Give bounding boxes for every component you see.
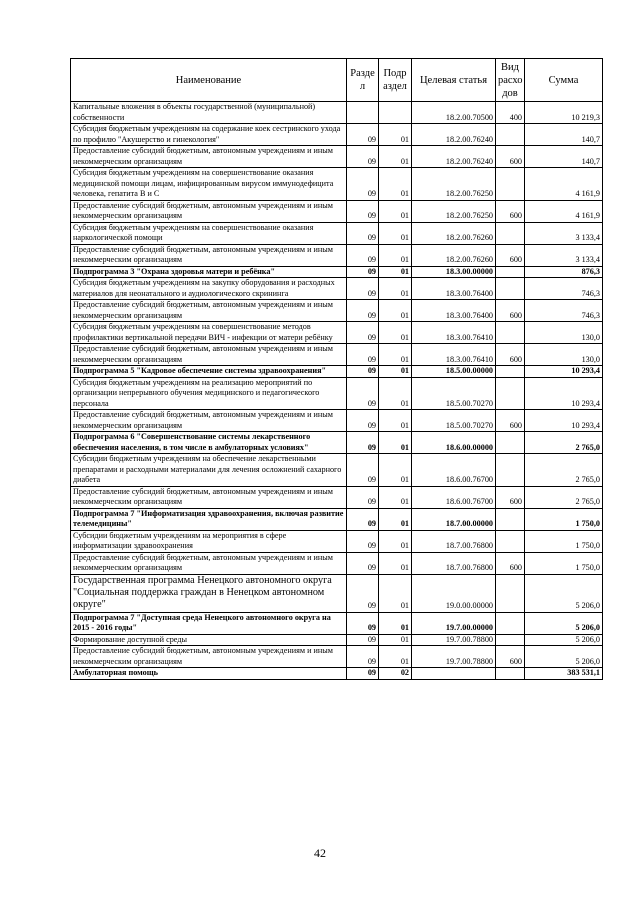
cell-target: 18.2.00.76260 <box>412 222 496 244</box>
cell-subsection: 01 <box>379 278 412 300</box>
header-amount: Сумма <box>525 59 603 102</box>
cell-name: Подпрограмма 7 "Доступная среда Ненецкого автономного округа на 2015 - 2016 годы" <box>71 612 347 634</box>
cell-expense-type: 600 <box>496 200 525 222</box>
cell-name: Государственная программа Ненецкого автономного округа "Социальная поддержка граждан в Ненецком автономном округе" <box>71 574 347 612</box>
cell-amount: 5 206,0 <box>525 634 603 646</box>
cell-name: Подпрограмма 7 "Информатизация здравоохранения, включая развитие телемедицины" <box>71 508 347 530</box>
cell-name: Предоставление субсидий бюджетным, автономным учреждениям и иным некоммерческим организациям <box>71 146 347 168</box>
cell-name: Субсидия бюджетным учреждениям на совершенствование оказания наркологической помощи <box>71 222 347 244</box>
cell-section: 09 <box>347 530 379 552</box>
cell-section <box>347 102 379 124</box>
table-row <box>71 366 603 378</box>
cell-expense-type: 400 <box>496 102 525 124</box>
cell-target: 18.2.00.76240 <box>412 124 496 146</box>
table-row <box>71 552 603 574</box>
cell-name: Субсидия бюджетным учреждениям на реализацию мероприятий по организации непрерывного обучения медицинского и педагогического персонала <box>71 377 347 410</box>
cell-target: 18.2.00.76240 <box>412 146 496 168</box>
cell-amount: 1 750,0 <box>525 530 603 552</box>
table-row <box>71 410 603 432</box>
table-row <box>71 344 603 366</box>
cell-name: Субсидии бюджетным учреждениям на обеспечение лекарственными препаратами и расходными материалами для лечения осложнений сахарного диабета <box>71 454 347 487</box>
cell-target: 19.0.00.00000 <box>412 574 496 612</box>
cell-amount: 3 133,4 <box>525 244 603 266</box>
cell-expense-type <box>496 266 525 278</box>
table-row <box>71 432 603 454</box>
cell-subsection: 01 <box>379 486 412 508</box>
cell-section: 09 <box>347 124 379 146</box>
cell-amount: 4 161,9 <box>525 200 603 222</box>
cell-subsection: 01 <box>379 124 412 146</box>
cell-section: 09 <box>347 168 379 201</box>
cell-subsection: 01 <box>379 146 412 168</box>
table-row <box>71 278 603 300</box>
cell-name: Предоставление субсидий бюджетным, автономным учреждениям и иным некоммерческим организациям <box>71 486 347 508</box>
cell-amount: 3 133,4 <box>525 222 603 244</box>
header-section: Разде л <box>347 59 379 102</box>
cell-name: Субсидия бюджетным учреждениям на содержание коек сестринского ухода по профилю "Акушерство и гинекология" <box>71 124 347 146</box>
cell-target: 19.7.00.78800 <box>412 646 496 668</box>
cell-amount: 130,0 <box>525 322 603 344</box>
cell-subsection: 01 <box>379 410 412 432</box>
cell-subsection: 01 <box>379 377 412 410</box>
table-row <box>71 168 603 201</box>
cell-expense-type <box>496 574 525 612</box>
cell-name: Субсидия бюджетным учреждениям на совершенствование оказания медицинской помощи лицам, инфицированным вирусом иммунодефицита человека, гепатита В и С <box>71 168 347 201</box>
cell-subsection: 01 <box>379 508 412 530</box>
cell-section: 09 <box>347 508 379 530</box>
cell-target: 18.3.00.76400 <box>412 300 496 322</box>
cell-target: 18.7.00.00000 <box>412 508 496 530</box>
cell-amount: 10 293,4 <box>525 377 603 410</box>
cell-name: Предоставление субсидий бюджетным, автономным учреждениям и иным некоммерческим организациям <box>71 646 347 668</box>
cell-subsection: 01 <box>379 168 412 201</box>
cell-subsection <box>379 102 412 124</box>
table-row <box>71 454 603 487</box>
cell-target: 18.2.00.70500 <box>412 102 496 124</box>
cell-target: 18.7.00.76800 <box>412 530 496 552</box>
header-subsection: Подр аздел <box>379 59 412 102</box>
cell-amount: 746,3 <box>525 300 603 322</box>
cell-section: 09 <box>347 278 379 300</box>
cell-amount: 5 206,0 <box>525 612 603 634</box>
cell-name: Предоставление субсидий бюджетным, автономным учреждениям и иным некоммерческим организациям <box>71 244 347 266</box>
page-number: 42 <box>314 846 326 860</box>
table-row <box>71 634 603 646</box>
cell-subsection: 01 <box>379 530 412 552</box>
table-row <box>71 200 603 222</box>
cell-expense-type <box>496 377 525 410</box>
cell-section: 09 <box>347 646 379 668</box>
cell-target: 19.7.00.78800 <box>412 634 496 646</box>
cell-expense-type <box>496 366 525 378</box>
budget-table <box>70 58 603 680</box>
cell-subsection: 01 <box>379 646 412 668</box>
cell-subsection: 01 <box>379 552 412 574</box>
cell-section: 09 <box>347 432 379 454</box>
cell-expense-type <box>496 454 525 487</box>
cell-subsection: 01 <box>379 366 412 378</box>
table-row <box>71 508 603 530</box>
cell-section: 09 <box>347 454 379 487</box>
cell-amount: 140,7 <box>525 146 603 168</box>
cell-expense-type <box>496 530 525 552</box>
cell-section: 09 <box>347 668 379 680</box>
cell-amount: 383 531,1 <box>525 668 603 680</box>
cell-subsection: 01 <box>379 322 412 344</box>
header-name: Наименование <box>71 59 347 102</box>
cell-amount: 10 293,4 <box>525 366 603 378</box>
cell-subsection: 01 <box>379 200 412 222</box>
cell-section: 09 <box>347 146 379 168</box>
cell-amount: 876,3 <box>525 266 603 278</box>
cell-target: 18.2.00.76260 <box>412 244 496 266</box>
table-row <box>71 124 603 146</box>
cell-name: Амбулаторная помощь <box>71 668 347 680</box>
cell-amount: 746,3 <box>525 278 603 300</box>
cell-name: Субсидии бюджетным учреждениям на мероприятия в сфере информатизации здравоохранения <box>71 530 347 552</box>
cell-name: Субсидия бюджетным учреждениям на совершенствование методов профилактики вертикальной передачи ВИЧ - инфекции от матери ребёнку <box>71 322 347 344</box>
cell-target: 18.2.00.76250 <box>412 200 496 222</box>
header-expense-type: Вид расхо дов <box>496 59 525 102</box>
cell-target: 18.7.00.76800 <box>412 552 496 574</box>
cell-expense-type: 600 <box>496 552 525 574</box>
cell-subsection: 01 <box>379 222 412 244</box>
cell-target: 18.6.00.00000 <box>412 432 496 454</box>
cell-subsection: 01 <box>379 612 412 634</box>
cell-section: 09 <box>347 300 379 322</box>
cell-subsection: 01 <box>379 574 412 612</box>
cell-target: 18.5.00.70270 <box>412 410 496 432</box>
table-row <box>71 102 603 124</box>
cell-expense-type <box>496 508 525 530</box>
table-row <box>71 646 603 668</box>
cell-subsection: 01 <box>379 454 412 487</box>
table-body <box>71 102 603 680</box>
table-row <box>71 486 603 508</box>
cell-expense-type: 600 <box>496 486 525 508</box>
cell-name: Подпрограмма 6 "Совершенствование системы лекарственного обеспечения населения, в том числе в амбулаторных условиях" <box>71 432 347 454</box>
cell-section: 09 <box>347 486 379 508</box>
cell-expense-type <box>496 168 525 201</box>
table-row <box>71 222 603 244</box>
cell-expense-type: 600 <box>496 146 525 168</box>
cell-expense-type: 600 <box>496 244 525 266</box>
table-header-row <box>71 59 603 102</box>
cell-name: Предоставление субсидий бюджетным, автономным учреждениям и иным некоммерческим организациям <box>71 552 347 574</box>
header-target: Целевая статья <box>412 59 496 102</box>
cell-subsection: 01 <box>379 432 412 454</box>
cell-target <box>412 668 496 680</box>
cell-amount: 5 206,0 <box>525 574 603 612</box>
cell-amount: 1 750,0 <box>525 508 603 530</box>
cell-name: Предоставление субсидий бюджетным, автономным учреждениям и иным некоммерческим организациям <box>71 200 347 222</box>
cell-amount: 2 765,0 <box>525 432 603 454</box>
cell-section: 09 <box>347 366 379 378</box>
cell-section: 09 <box>347 244 379 266</box>
table-row <box>71 266 603 278</box>
cell-target: 18.5.00.70270 <box>412 377 496 410</box>
cell-expense-type: 600 <box>496 300 525 322</box>
cell-expense-type <box>496 322 525 344</box>
cell-section: 09 <box>347 322 379 344</box>
cell-section: 09 <box>347 410 379 432</box>
cell-name: Капитальные вложения в объекты государственной (муниципальной) собственности <box>71 102 347 124</box>
table-row <box>71 574 603 612</box>
cell-subsection: 02 <box>379 668 412 680</box>
cell-section: 09 <box>347 574 379 612</box>
cell-target: 18.6.00.76700 <box>412 454 496 487</box>
cell-target: 18.3.00.76400 <box>412 278 496 300</box>
table-row <box>71 300 603 322</box>
cell-amount: 2 765,0 <box>525 454 603 487</box>
cell-target: 18.5.00.00000 <box>412 366 496 378</box>
cell-name: Подпрограмма 3 "Охрана здоровья матери и ребёнка" <box>71 266 347 278</box>
cell-section: 09 <box>347 552 379 574</box>
cell-amount: 1 750,0 <box>525 552 603 574</box>
table-row <box>71 530 603 552</box>
cell-expense-type <box>496 432 525 454</box>
cell-section: 09 <box>347 612 379 634</box>
cell-section: 09 <box>347 634 379 646</box>
cell-expense-type <box>496 278 525 300</box>
cell-name: Предоставление субсидий бюджетным, автономным учреждениям и иным некоммерческим организациям <box>71 410 347 432</box>
table-row <box>71 668 603 680</box>
table-row <box>71 244 603 266</box>
cell-amount: 2 765,0 <box>525 486 603 508</box>
cell-expense-type <box>496 634 525 646</box>
cell-amount: 140,7 <box>525 124 603 146</box>
cell-subsection: 01 <box>379 244 412 266</box>
cell-section: 09 <box>347 266 379 278</box>
cell-subsection: 01 <box>379 344 412 366</box>
cell-target: 19.7.00.00000 <box>412 612 496 634</box>
cell-expense-type <box>496 668 525 680</box>
budget-table-container <box>70 58 602 680</box>
cell-expense-type: 600 <box>496 410 525 432</box>
cell-section: 09 <box>347 377 379 410</box>
cell-expense-type: 600 <box>496 646 525 668</box>
cell-name: Предоставление субсидий бюджетным, автономным учреждениям и иным некоммерческим организациям <box>71 344 347 366</box>
cell-target: 18.6.00.76700 <box>412 486 496 508</box>
cell-name: Предоставление субсидий бюджетным, автономным учреждениям и иным некоммерческим организациям <box>71 300 347 322</box>
table-row <box>71 322 603 344</box>
cell-section: 09 <box>347 344 379 366</box>
cell-target: 18.2.00.76250 <box>412 168 496 201</box>
cell-section: 09 <box>347 200 379 222</box>
cell-expense-type <box>496 124 525 146</box>
cell-target: 18.3.00.76410 <box>412 344 496 366</box>
cell-subsection: 01 <box>379 300 412 322</box>
table-row <box>71 377 603 410</box>
cell-expense-type: 600 <box>496 344 525 366</box>
cell-name: Субсидия бюджетным учреждениям на закупку оборудования и расходных материалов для неонатального и аудиологического скрининга <box>71 278 347 300</box>
cell-name: Формирование доступной среды <box>71 634 347 646</box>
cell-expense-type <box>496 222 525 244</box>
cell-target: 18.3.00.00000 <box>412 266 496 278</box>
cell-amount: 130,0 <box>525 344 603 366</box>
table-row <box>71 146 603 168</box>
cell-name: Подпрограмма 5 "Кадровое обеспечение системы здравоохранения" <box>71 366 347 378</box>
table-row <box>71 612 603 634</box>
cell-target: 18.3.00.76410 <box>412 322 496 344</box>
cell-expense-type <box>496 612 525 634</box>
cell-amount: 4 161,9 <box>525 168 603 201</box>
cell-amount: 5 206,0 <box>525 646 603 668</box>
cell-subsection: 01 <box>379 266 412 278</box>
cell-amount: 10 293,4 <box>525 410 603 432</box>
cell-subsection: 01 <box>379 634 412 646</box>
cell-section: 09 <box>347 222 379 244</box>
cell-amount: 10 219,3 <box>525 102 603 124</box>
